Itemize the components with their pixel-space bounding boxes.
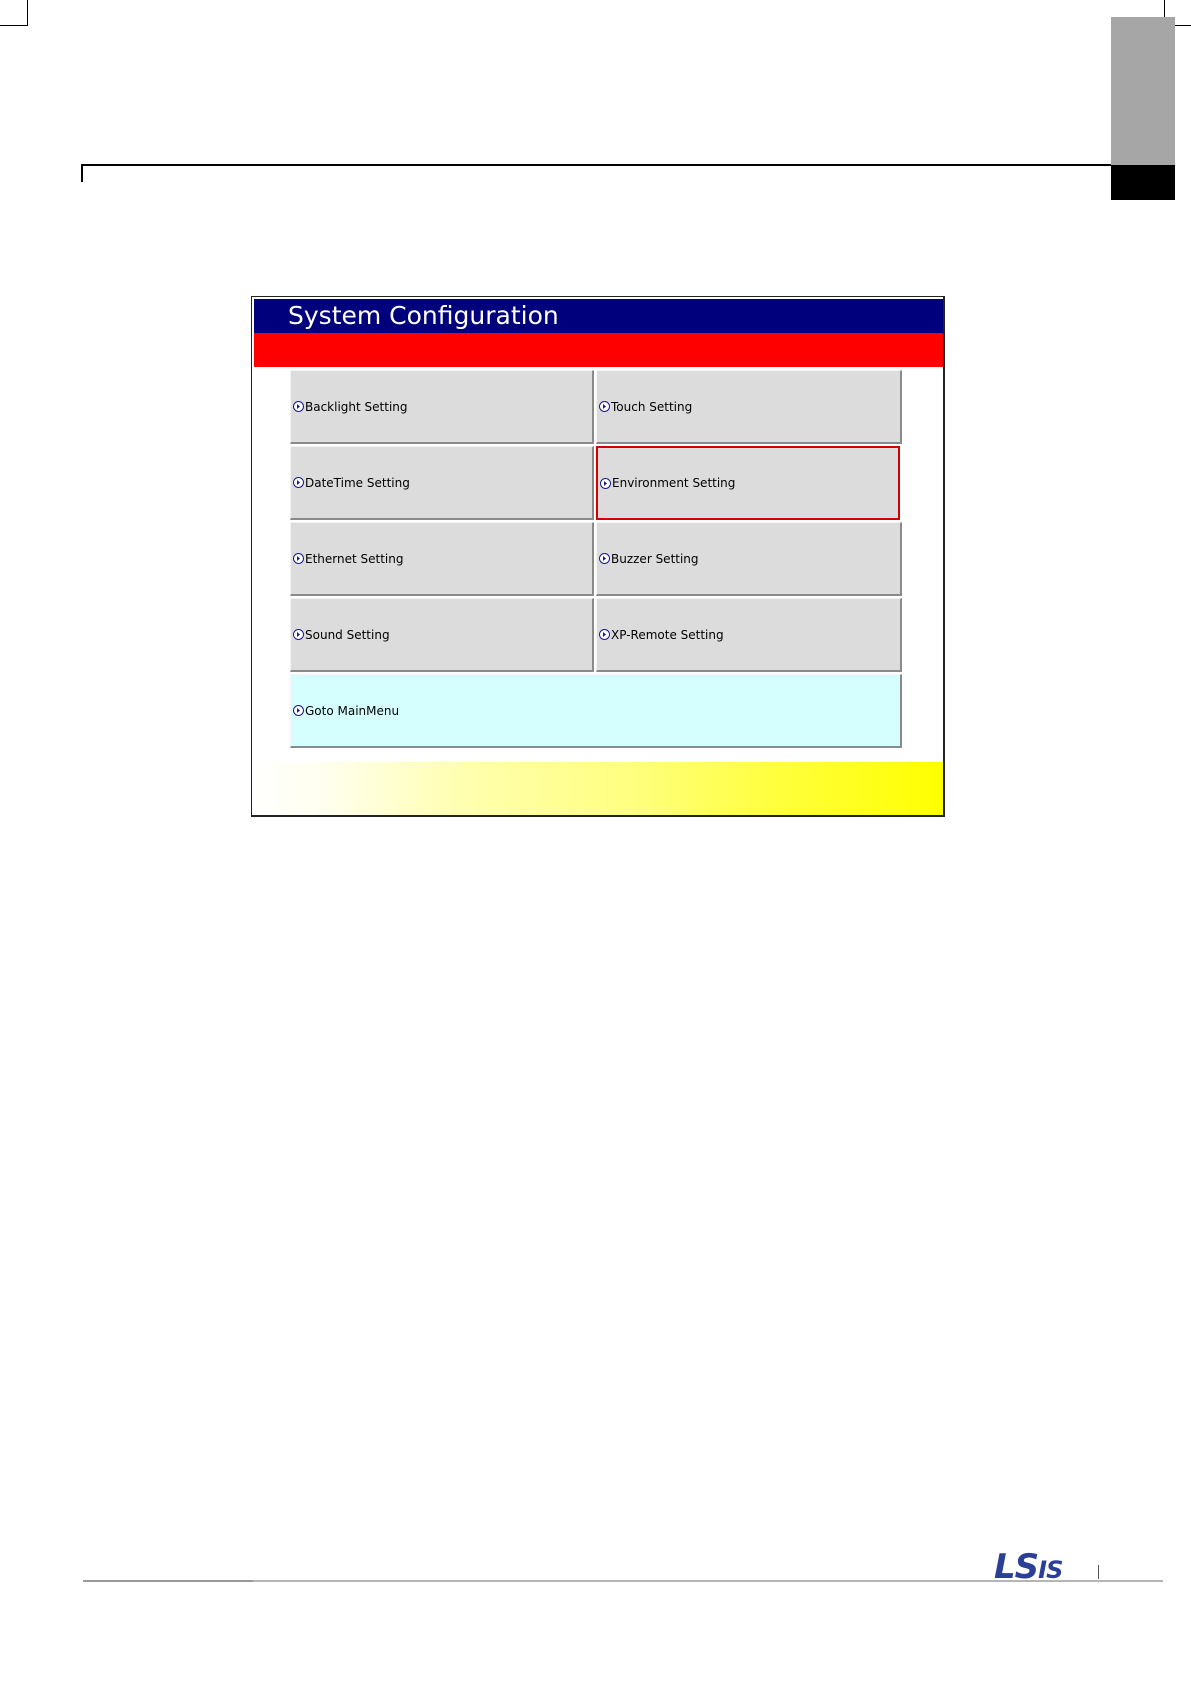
circle-arrow-right-icon (600, 478, 611, 489)
status-gradient-bar (254, 762, 943, 816)
button-label: Sound Setting (305, 627, 390, 642)
system-configuration-screen (251, 296, 945, 817)
backlight-setting-button[interactable] (290, 370, 594, 444)
chapter-tab-marker (1111, 165, 1175, 200)
ethernet-setting-button[interactable] (290, 522, 594, 596)
window-title: System Configuration (288, 301, 559, 330)
header-rule-tick (81, 164, 83, 182)
datetime-setting-button[interactable] (290, 446, 594, 520)
button-label: Environment Setting (612, 476, 736, 490)
environment-setting-button[interactable] (596, 446, 900, 520)
button-label: Buzzer Setting (611, 551, 699, 566)
title-bar (254, 299, 943, 333)
goto-mainmenu-button[interactable] (290, 674, 902, 748)
button-label: XP-Remote Setting (611, 627, 724, 642)
sound-setting-button[interactable] (290, 598, 594, 672)
circle-arrow-right-icon (599, 553, 610, 564)
crop-mark-top-left (0, 25, 27, 26)
xp-remote-setting-button[interactable] (596, 598, 902, 672)
ls-is-logo: LSIS (994, 1547, 1063, 1587)
button-label: Ethernet Setting (305, 551, 404, 566)
circle-arrow-right-icon (293, 629, 304, 640)
touch-setting-button[interactable] (596, 370, 902, 444)
circle-arrow-right-icon (293, 401, 304, 412)
header-rule (81, 164, 1111, 166)
circle-arrow-right-icon (293, 553, 304, 564)
circle-arrow-right-icon (599, 629, 610, 640)
footer-rule-accent (83, 1580, 253, 1582)
buzzer-setting-button[interactable] (596, 522, 902, 596)
circle-arrow-right-icon (293, 705, 304, 716)
red-banner (254, 333, 943, 367)
crop-mark-top-left-vertical (27, 0, 28, 26)
button-label: Goto MainMenu (305, 703, 400, 718)
button-label: Backlight Setting (305, 399, 408, 414)
button-label: DateTime Setting (305, 475, 410, 490)
circle-arrow-right-icon (293, 477, 304, 488)
footer-separator (1098, 1565, 1099, 1579)
button-label: Touch Setting (611, 399, 693, 414)
circle-arrow-right-icon (599, 401, 610, 412)
chapter-tab (1111, 17, 1175, 165)
